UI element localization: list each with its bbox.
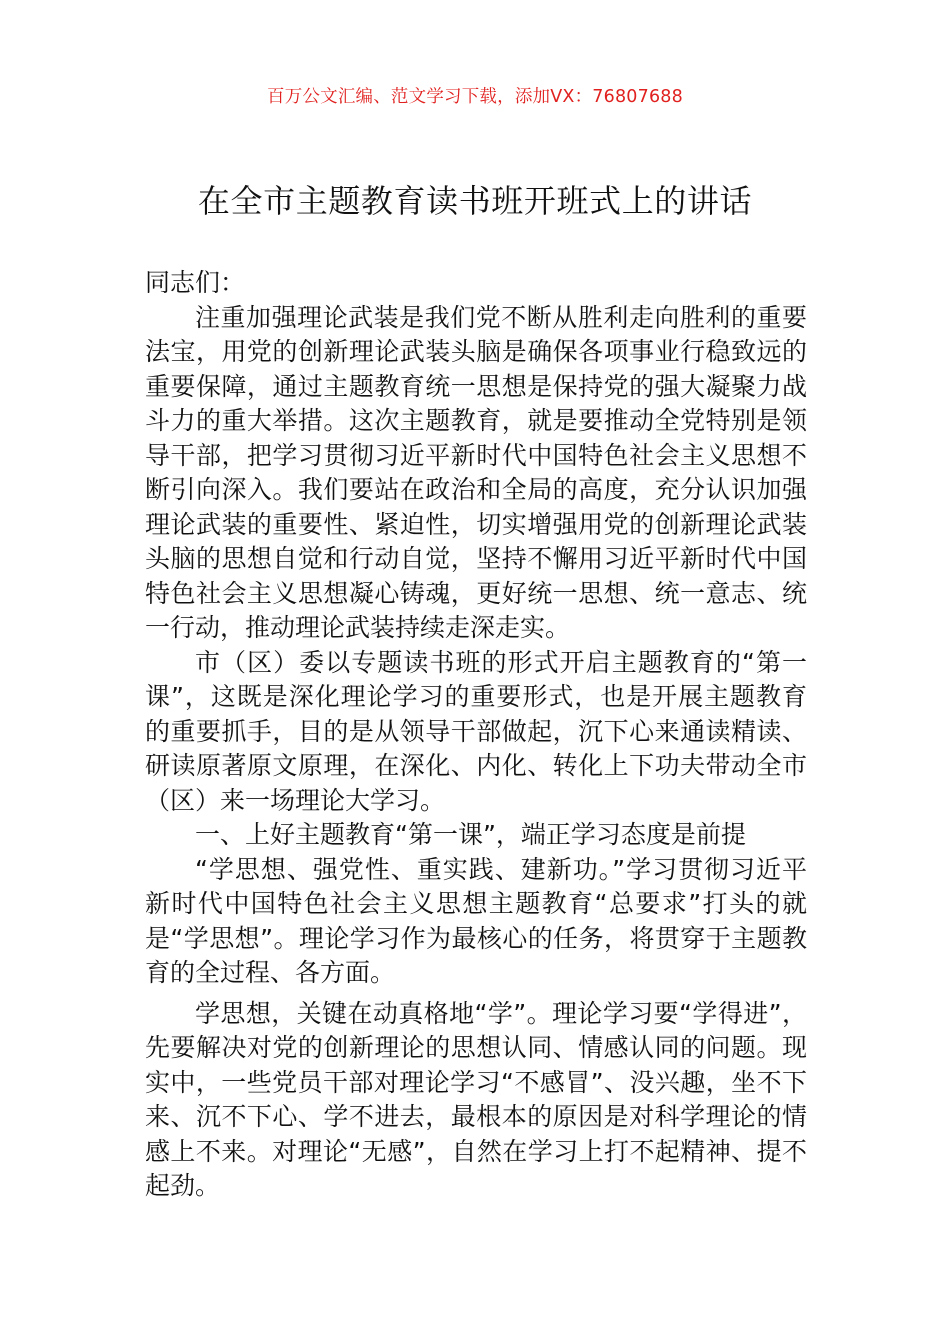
paragraph: “学思想、强党性、重实践、建新功。”学习贯彻习近平新时代中国特色社会主义思想主题教育“总要求”打头的就是“学思想”。理论学习作为最核心的任务，将贯穿于主题教育的全过程、各方面。 bbox=[145, 854, 807, 987]
document-body bbox=[145, 266, 807, 1204]
promo-banner bbox=[0, 84, 950, 110]
salutation: 同志们： bbox=[145, 268, 246, 297]
section-heading: 一、上好主题教育“第一课”，端正学习态度是前提 bbox=[195, 820, 746, 849]
page-title: 在全市主题教育读书班开班式上的讲话 bbox=[197, 182, 753, 220]
paragraph: 市（区）委以专题读书班的形式开启主题教育的“第一课”，这既是深化理论学习的重要形式，也是开展主题教育的重要抓手，目的是从领导干部做起，沉下心来通读精读、研读原著原文原理，在深化、内化、转化上下功夫带动全市（区）来一场理论大学习。 bbox=[145, 647, 807, 815]
paragraph: 注重加强理论武装是我们党不断从胜利走向胜利的重要法宝，用党的创新理论武装头脑是确保各项事业行稳致远的重要保障，通过主题教育统一思想是保持党的强大凝聚力战斗力的重大举措。这次主题教育，就是要推动全党特别是领导干部，把学习贯彻习近平新时代中国特色社会主义思想不断引向深入。我们要站在政治和全局的高度，充分认识加强理论武装的重要性、紧迫性，切实增强用党的创新理论武装头脑的思想自觉和行动自觉，坚持不懈用习近平新时代中国特色社会主义思想凝心铸魂，更好统一思想、统一意志、统一行动，推动理论武装持续走深走实。 bbox=[145, 302, 807, 642]
promo-banner-text: 百万公文汇编、范文学习下载，添加VX：76807688 bbox=[267, 87, 683, 107]
paragraph: 学思想，关键在动真格地“学”。理论学习要“学得进”，先要解决对党的创新理论的思想认同、情感认同的问题。现实中，一些党员干部对理论学习“不感冒”、没兴趣，坐不下来、沉不下心、学不进去，最根本的原因是对科学理论的情感上不来。对理论“无感”，自然在学习上打不起精神、提不起劲。 bbox=[145, 998, 807, 1200]
